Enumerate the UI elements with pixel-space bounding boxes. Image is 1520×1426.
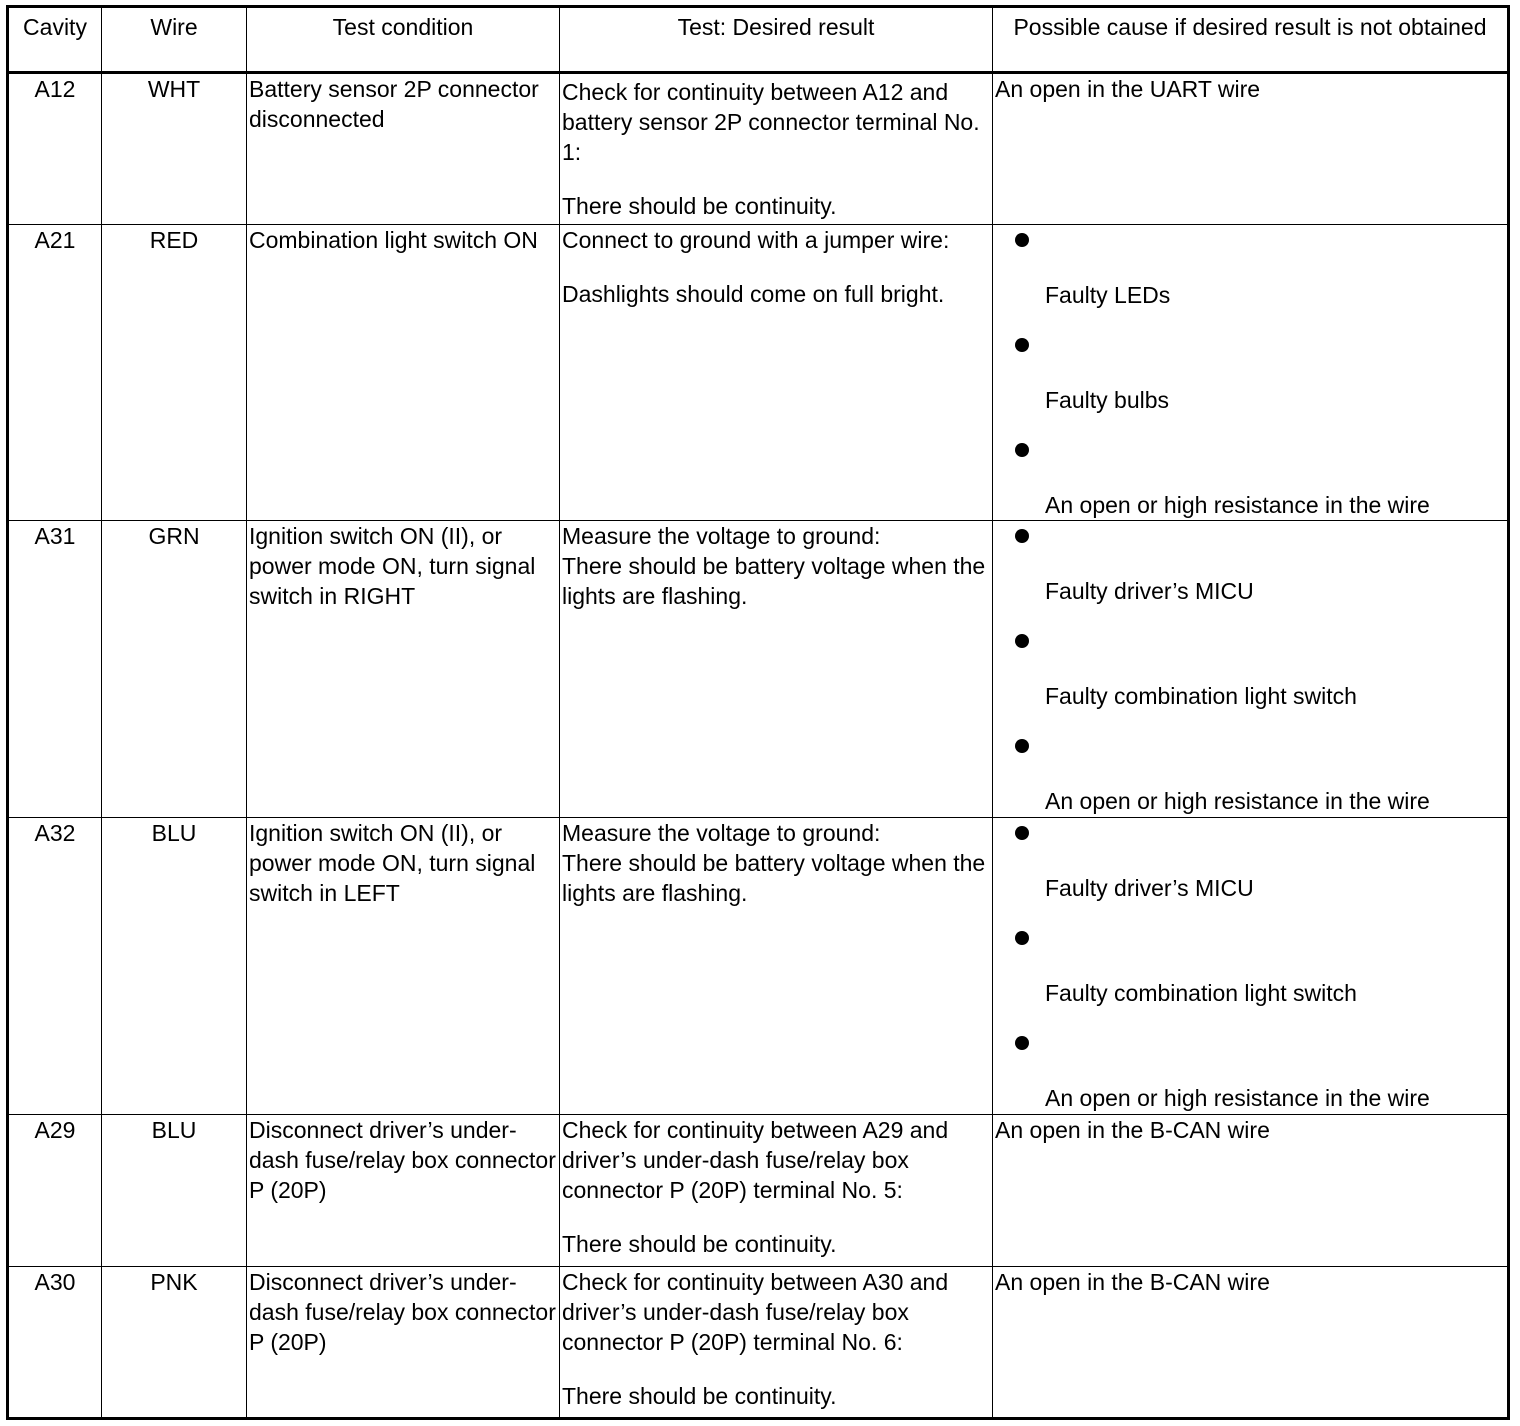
- cause-cell: [993, 521, 1509, 818]
- bullet-icon: [995, 626, 1505, 656]
- result-instruction: Check for continuity between A30 and driver’s under-dash fuse/relay box connector P (20P) terminal No. 6:: [562, 1269, 949, 1355]
- cavity-cell: A31: [8, 521, 102, 818]
- table-row: [8, 1267, 1509, 1419]
- condition-cell: Battery sensor 2P connector disconnected: [247, 73, 560, 225]
- list-item: [995, 731, 1505, 816]
- cause-text: Faulty combination light switch: [1045, 683, 1357, 709]
- wire-cell: WHT: [102, 73, 247, 225]
- cavity-cell: A32: [8, 818, 102, 1115]
- wire-cell: GRN: [102, 521, 247, 818]
- result-cell: [560, 73, 993, 225]
- list-item: [995, 1028, 1505, 1113]
- table-row: [8, 73, 1509, 225]
- header-possible-cause: Possible cause if desired result is not obtained: [993, 7, 1509, 73]
- cavity-cell: A30: [8, 1267, 102, 1419]
- table-row: [8, 1115, 1509, 1267]
- result-expectation: There should be continuity.: [562, 1383, 837, 1409]
- header-row: [8, 7, 1509, 73]
- list-item: [995, 626, 1505, 711]
- result-cell: [560, 818, 993, 1115]
- cavity-cell: A12: [8, 73, 102, 225]
- header-desired-result: Test: Desired result: [560, 7, 993, 73]
- cause-text: An open or high resistance in the wire: [1045, 492, 1430, 518]
- list-item: [995, 818, 1505, 903]
- bullet-icon: [995, 435, 1505, 465]
- table-row: [8, 818, 1509, 1115]
- result-expectation: Dashlights should come on full bright.: [562, 281, 945, 307]
- header-cavity: Cavity: [8, 7, 102, 73]
- header-wire: Wire: [102, 7, 247, 73]
- result-cell: [560, 521, 993, 818]
- cause-cell: [993, 225, 1509, 521]
- cause-text: Faulty bulbs: [1045, 387, 1170, 413]
- table-row: [8, 225, 1509, 521]
- condition-cell: Disconnect driver’s under-dash fuse/relay box connector P (20P): [247, 1115, 560, 1267]
- result-expectation: There should be battery voltage when the lights are flashing.: [562, 850, 986, 906]
- cause-cell: [993, 818, 1509, 1115]
- cavity-cell: A29: [8, 1115, 102, 1267]
- cause-text: Faulty combination light switch: [1045, 980, 1357, 1006]
- bullet-icon: [995, 731, 1505, 761]
- cause-list: [995, 521, 1505, 816]
- cause-text: An open or high resistance in the wire: [1045, 1085, 1430, 1111]
- cause-text: Faulty LEDs: [1045, 282, 1171, 308]
- result-instruction: Measure the voltage to ground:: [562, 820, 881, 846]
- result-expectation: There should be continuity.: [562, 1231, 837, 1257]
- cause-list: [995, 225, 1505, 520]
- result-expectation: There should be battery voltage when the lights are flashing.: [562, 553, 986, 609]
- result-instruction: Connect to ground with a jumper wire:: [562, 227, 950, 253]
- list-item: [995, 435, 1505, 520]
- cause-list: [995, 818, 1505, 1113]
- condition-cell: Disconnect driver’s under-dash fuse/relay box connector P (20P): [247, 1267, 560, 1419]
- wire-cell: BLU: [102, 1115, 247, 1267]
- cause-text: An open or high resistance in the wire: [1045, 788, 1430, 814]
- result-instruction: Measure the voltage to ground:: [562, 523, 881, 549]
- result-instruction: Check for continuity between A29 and driver’s under-dash fuse/relay box connector P (20P) terminal No. 5:: [562, 1117, 949, 1203]
- connector-test-table: [6, 5, 1510, 1420]
- bullet-icon: [995, 1028, 1505, 1058]
- list-item: [995, 225, 1505, 310]
- list-item: [995, 923, 1505, 1008]
- cause-cell: An open in the B-CAN wire: [993, 1115, 1509, 1267]
- condition-cell: Ignition switch ON (II), or power mode ON, turn signal switch in LEFT: [247, 818, 560, 1115]
- table-row: [8, 521, 1509, 818]
- cavity-cell: A21: [8, 225, 102, 521]
- cause-cell: An open in the UART wire: [993, 73, 1509, 225]
- bullet-icon: [995, 330, 1505, 360]
- result-cell: [560, 1267, 993, 1419]
- condition-cell: Combination light switch ON: [247, 225, 560, 521]
- bullet-icon: [995, 521, 1505, 551]
- bullet-icon: [995, 818, 1505, 848]
- result-cell: [560, 225, 993, 521]
- cause-text: Faulty driver’s MICU: [1045, 578, 1254, 604]
- list-item: [995, 330, 1505, 415]
- bullet-icon: [995, 225, 1505, 255]
- wire-cell: BLU: [102, 818, 247, 1115]
- wire-cell: RED: [102, 225, 247, 521]
- bullet-icon: [995, 923, 1505, 953]
- result-expectation: There should be continuity.: [562, 193, 837, 219]
- condition-cell: Ignition switch ON (II), or power mode ON, turn signal switch in RIGHT: [247, 521, 560, 818]
- result-instruction: Check for continuity between A12 and battery sensor 2P connector terminal No. 1:: [562, 79, 980, 165]
- result-cell: [560, 1115, 993, 1267]
- list-item: [995, 521, 1505, 606]
- wire-cell: PNK: [102, 1267, 247, 1419]
- cause-cell: An open in the B-CAN wire: [993, 1267, 1509, 1419]
- cause-text: Faulty driver’s MICU: [1045, 875, 1254, 901]
- header-test-condition: Test condition: [247, 7, 560, 73]
